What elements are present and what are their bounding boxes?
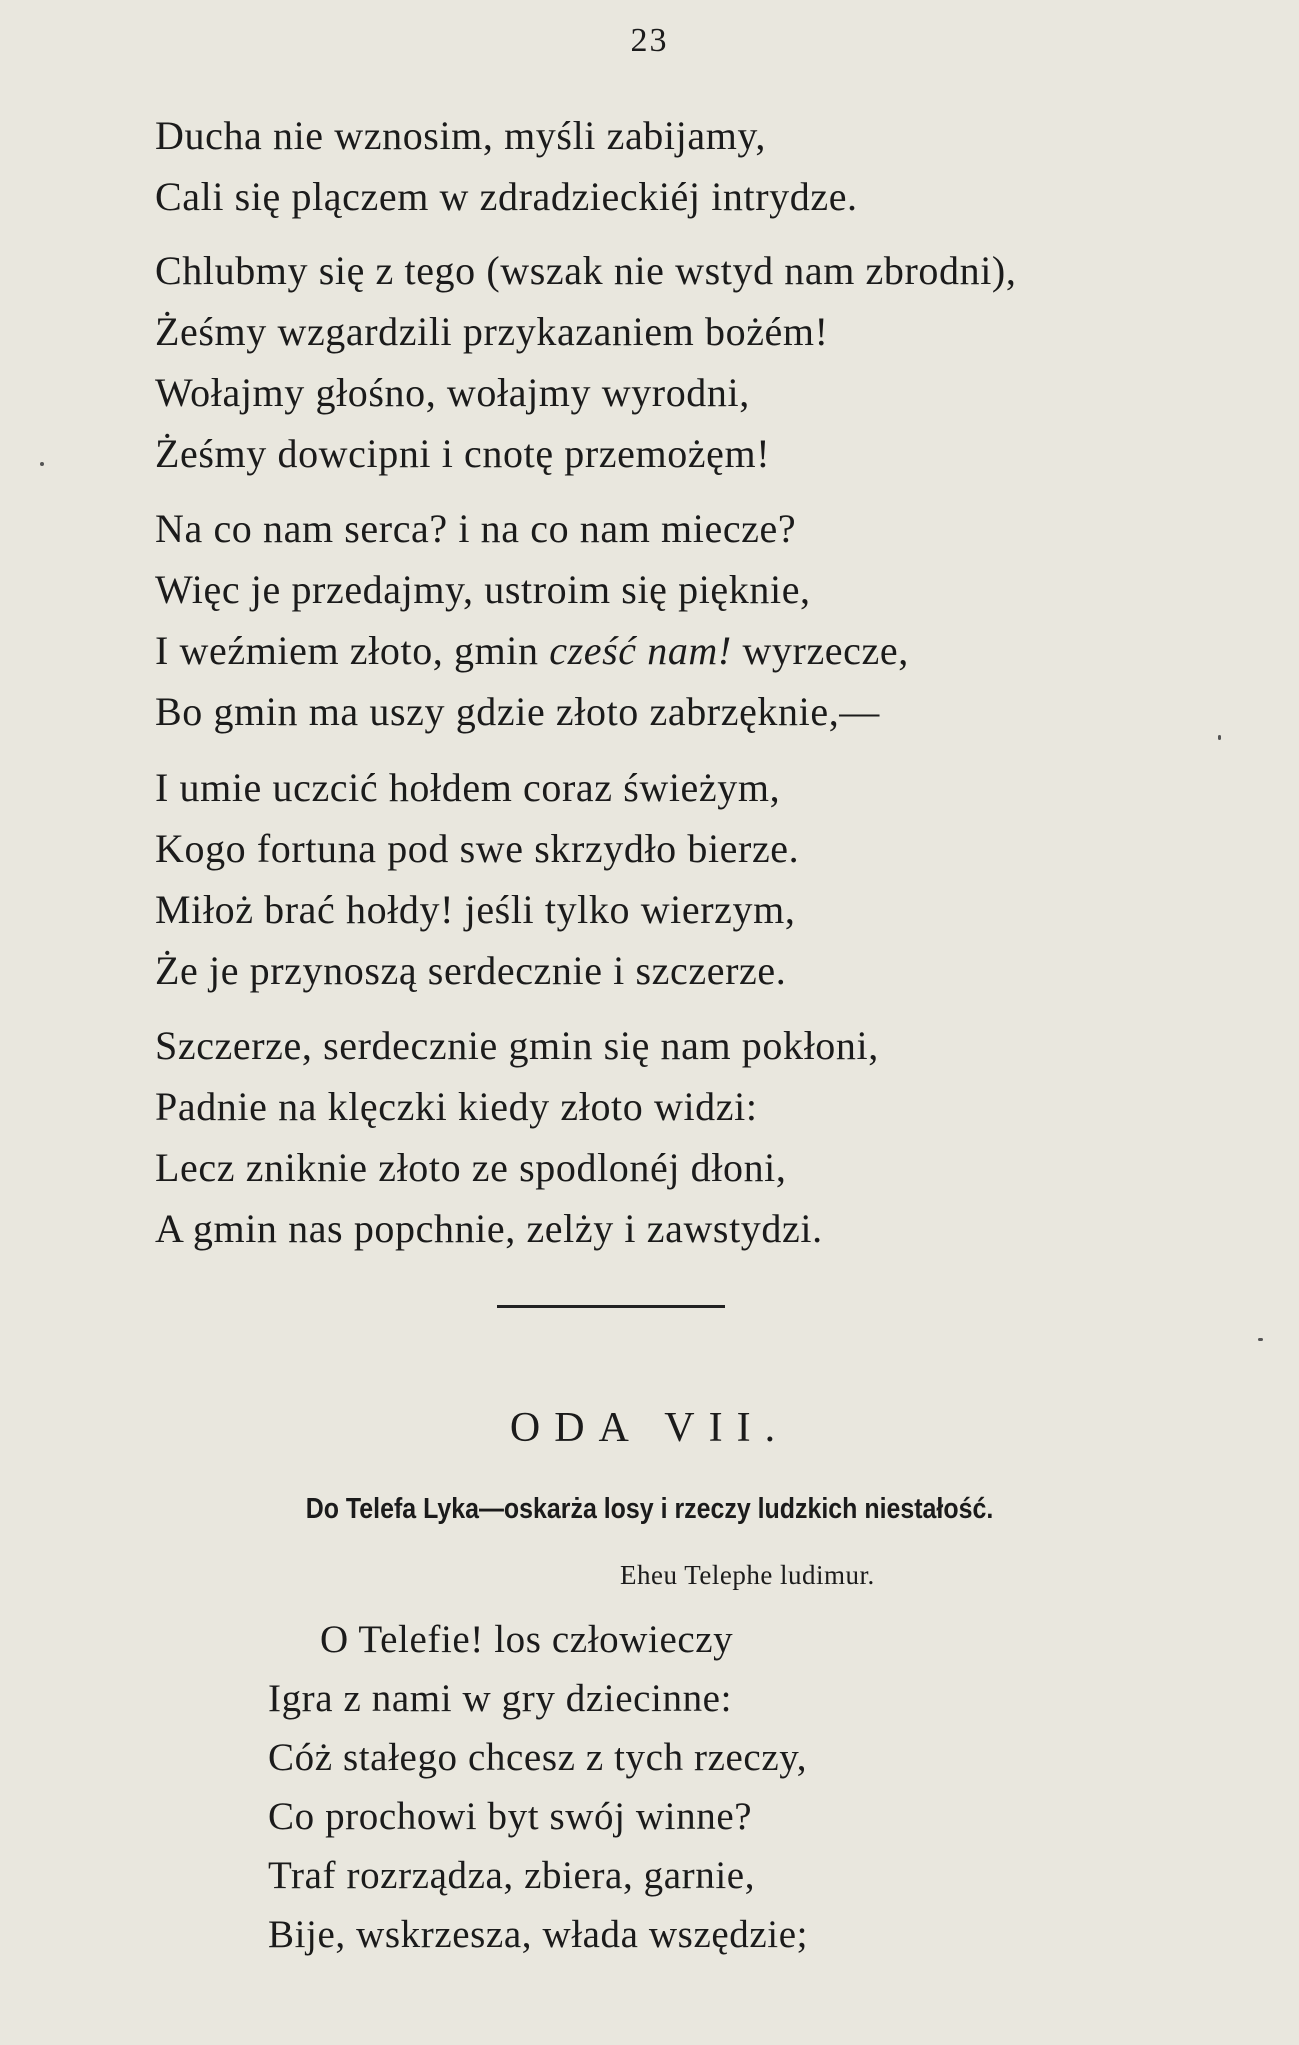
- verse-line: Co prochowi byt swój winne?: [268, 1795, 753, 1838]
- verse-line: A gmin nas popchnie, zelży i zawstydzi.: [155, 1206, 823, 1251]
- ode-stanza: [268, 1610, 1168, 1964]
- verse-line: Padnie na klęczki kiedy złoto widzi:: [155, 1084, 758, 1129]
- verse-line: Szczerze, serdecznie gmin się nam pokłoni,: [155, 1023, 879, 1068]
- verse-text: wyrzecze,: [731, 628, 909, 673]
- verse-text: I weźmiem złoto, gmin: [155, 628, 539, 673]
- stanza-3: [155, 498, 1235, 742]
- verse-line: Więc je przedajmy, ustroim się pięknie,: [155, 567, 811, 612]
- verse-line: Cóż stałego chcesz z tych rzeczy,: [268, 1736, 808, 1779]
- verse-line: Bije, wskrzesza, włada wszędzie;: [268, 1913, 809, 1956]
- paper-speck: [1218, 735, 1221, 740]
- verse-line: O Telefie! los człowieczy: [320, 1618, 734, 1661]
- verse-line: Traf rozrządza, zbiera, garnie,: [268, 1854, 756, 1897]
- verse-line: Żeśmy wzgardzili przykazaniem bożém!: [155, 309, 829, 354]
- verse-line: Chlubmy się z tego (wszak nie wstyd nam zbrodni),: [155, 248, 1017, 293]
- verse-line: Lecz zniknie złoto ze spodlonéj dłoni,: [155, 1145, 787, 1190]
- paper-speck: [1258, 1338, 1263, 1341]
- verse-line: Kogo fortuna pod swe skrzydło bierze.: [155, 826, 800, 871]
- stanza-2: [155, 240, 1235, 484]
- italic-phrase: cześć nam!: [549, 628, 732, 673]
- verse-line: Żeśmy dowcipni i cnotę przemożęm!: [155, 431, 771, 476]
- section-divider: [497, 1305, 725, 1308]
- stanza-5: [155, 1015, 1235, 1259]
- verse-line: Miłoż brać hołdy! jeśli tylko wierzym,: [155, 887, 796, 932]
- verse-line: Bo gmin ma uszy gdzie złoto zabrzęknie,—: [155, 689, 880, 734]
- verse-line: Ducha nie wznosim, myśli zabijamy,: [155, 113, 767, 158]
- ode-title: ODA VII.: [509, 1405, 790, 1451]
- page-number: 23: [630, 22, 669, 59]
- verse-line-with-italic: [155, 620, 1235, 681]
- verse-line: Igra z nami w gry dziecinne:: [268, 1677, 733, 1720]
- verse-line: Cali się plączem w zdradzieckiéj intrydze.: [155, 174, 858, 219]
- paper-speck: [40, 462, 44, 466]
- verse-line: Wołajmy głośno, wołajmy wyrodni,: [155, 370, 750, 415]
- verse-line: I umie uczcić hołdem coraz świeżym,: [155, 765, 781, 810]
- stanza-1: [155, 105, 1235, 227]
- ode-dedication: Do Telefa Lyka—oskarża losy i rzeczy ludzkich niestałość.: [305, 1493, 994, 1525]
- verse-line: Na co nam serca? i na co nam miecze?: [155, 506, 797, 551]
- stanza-4: [155, 757, 1235, 1001]
- verse-line: Że je przynoszą serdecznie i szczerze.: [155, 948, 787, 993]
- ode-epigraph: Eheu Telephe ludimur.: [620, 1560, 875, 1590]
